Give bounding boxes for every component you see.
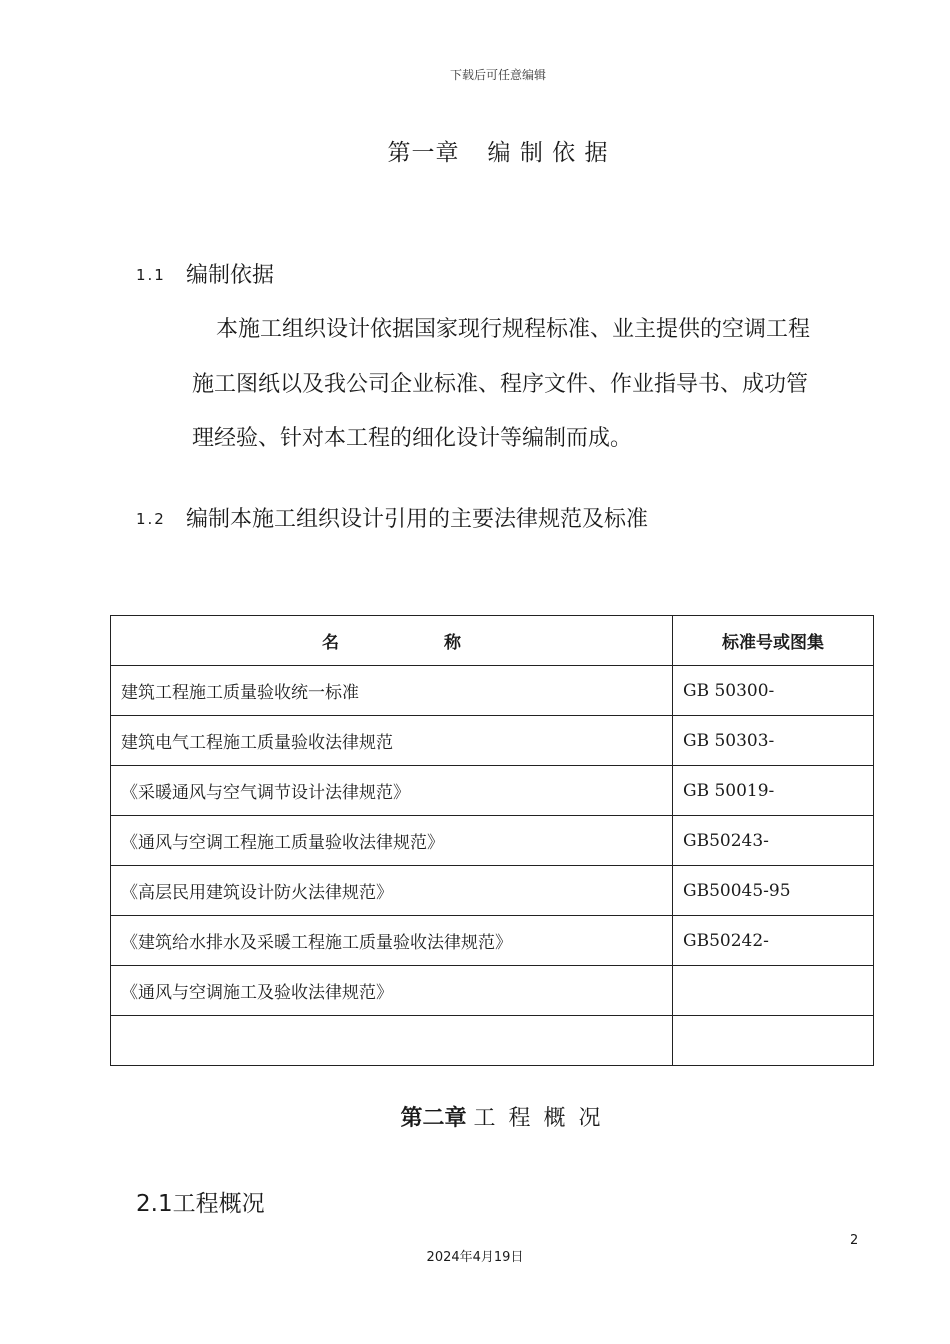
section-1-1-number: 1.1 — [136, 266, 166, 284]
section-1-1-heading — [136, 258, 274, 289]
section-1-2-number: 1.2 — [136, 510, 166, 528]
standard-name: 《通风与空调施工及验收法律规范》 — [111, 966, 673, 1016]
header-code: 标准号或图集 — [673, 616, 874, 666]
chapter-2-label: 第二章 — [400, 1106, 467, 1131]
header-name-b: 称 — [444, 633, 461, 653]
standard-code — [673, 966, 874, 1016]
standard-name: 《通风与空调工程施工质量验收法律规范》 — [111, 816, 673, 866]
header-name-a: 名 — [322, 633, 339, 653]
chapter-1-heading — [0, 134, 950, 167]
standard-code: GB 50300- — [673, 666, 874, 716]
standard-name: 建筑工程施工质量验收统一标准 — [111, 666, 673, 716]
table-row — [111, 916, 874, 966]
section-1-1-title: 编制依据 — [186, 263, 275, 288]
standard-code: GB 50019- — [673, 766, 874, 816]
paragraph-line-1: 本施工组织设计依据国家现行规程标准、业主提供的空调工程 — [216, 317, 811, 342]
chapter-2-heading — [0, 1101, 950, 1132]
standard-code: GB50243- — [673, 816, 874, 866]
section-1-2-heading — [136, 502, 648, 533]
chapter-1-label: 第一章 — [387, 140, 460, 166]
table-row — [111, 966, 874, 1016]
standard-name: 《高层民用建筑设计防火法律规范》 — [111, 866, 673, 916]
paragraph-line-3: 理经验、针对本工程的细化设计等编制而成。 — [192, 426, 633, 451]
standard-code — [673, 1016, 874, 1066]
table-row — [111, 866, 874, 916]
standard-name: 《采暖通风与空气调节设计法律规范》 — [111, 766, 673, 816]
chapter-2-title: 工 程 概 况 — [473, 1106, 604, 1131]
table-row — [111, 766, 874, 816]
standard-code: GB 50303- — [673, 716, 874, 766]
section-1-2-title: 编制本施工组织设计引用的主要法律规范及标准 — [186, 507, 649, 532]
standard-name: 建筑电气工程施工质量验收法律规范 — [111, 716, 673, 766]
section-2-1-heading: 2.1工程概况 — [136, 1191, 265, 1217]
standard-name: 《建筑给水排水及采暖工程施工质量验收法律规范》 — [111, 916, 673, 966]
page-number: 2 — [850, 1233, 859, 1248]
header-note: 下载后可任意编辑 — [449, 68, 546, 82]
header-name — [111, 616, 673, 666]
chapter-1-title: 编 制 依 据 — [487, 140, 609, 166]
standard-code: GB50045-95 — [673, 866, 874, 916]
standard-code: GB50242- — [673, 916, 874, 966]
table-row — [111, 816, 874, 866]
table-row — [111, 716, 874, 766]
paragraph-line-2: 施工图纸以及我公司企业标准、程序文件、作业指导书、成功管 — [192, 372, 809, 397]
table-row — [111, 1016, 874, 1066]
standard-name — [111, 1016, 673, 1066]
table-header-row — [111, 616, 874, 666]
standards-table — [110, 615, 874, 1066]
footer-date: 2024年4月19日 — [426, 1250, 524, 1265]
table-row — [111, 666, 874, 716]
